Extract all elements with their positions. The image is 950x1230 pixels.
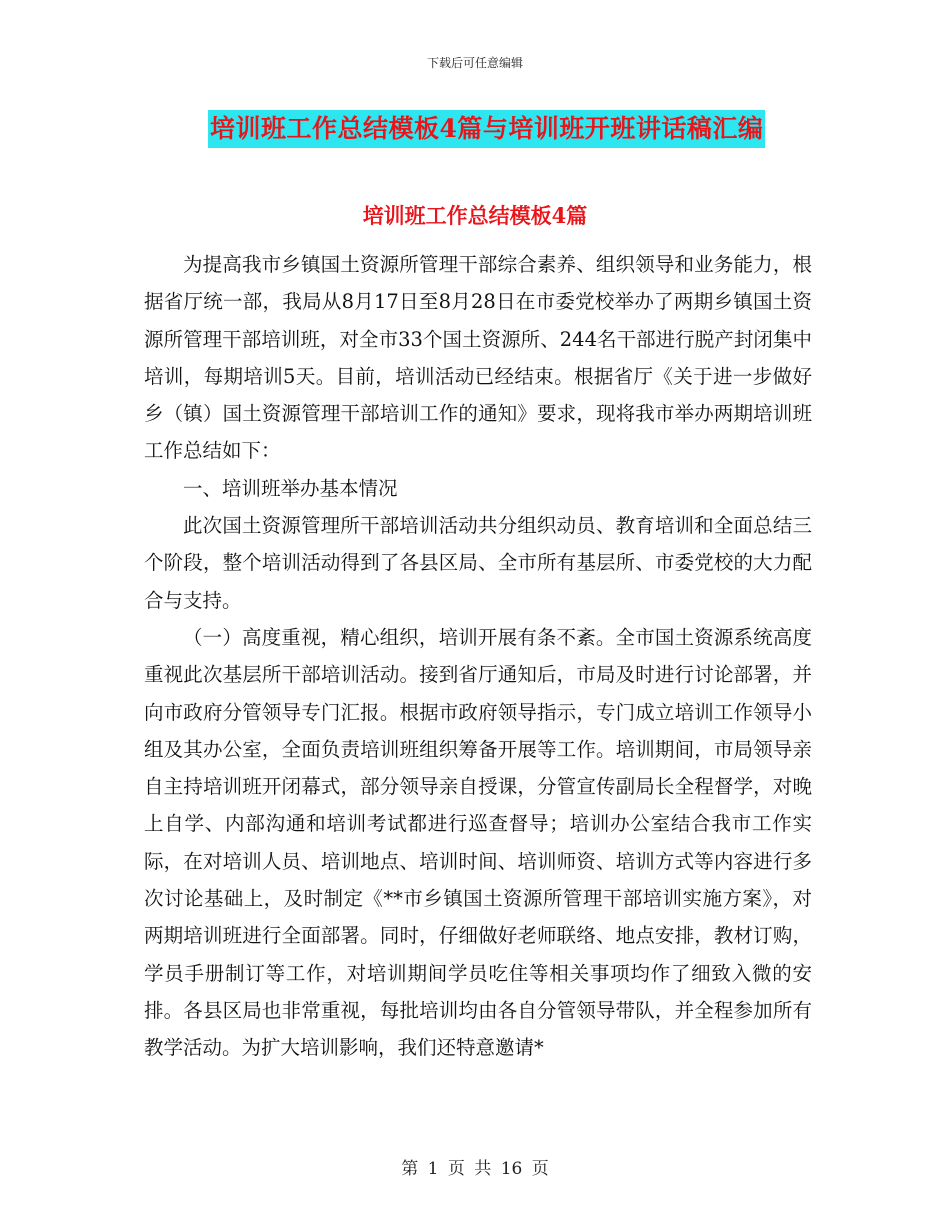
- section-title: 培训班工作总结模板4篇: [362, 203, 588, 228]
- page-footer: 第 1 页 共 16 页: [401, 1159, 549, 1179]
- header-note: 下载后可任意编辑: [426, 56, 523, 70]
- document-body: [144, 246, 812, 1067]
- paragraph-intro: 为提高我市乡镇国土资源所管理干部综合素养、组织领导和业务能力，根据省厅统一部，我局从8月17日至8月28日在市委党校举办了两期乡镇国土资源所管理干部培训班，对全市33个国土资源所、244名干部进行脱产封闭集中培训，每期培训5天。目前，培训活动已经结束。根据省厅《关于进一步做好乡（镇）国土资源管理干部培训工作的通知》要求，现将我市举办两期培训班工作总结如下：: [144, 253, 812, 463]
- paragraph-organization: （一）高度重视，精心组织，培训开展有条不紊。全市国土资源系统高度重视此次基层所干部培训活动。接到省厅通知后，市局及时进行讨论部署，并向市政府分管领导专门汇报。根据市政府领导指示，专门成立培训工作领导小组及其办公室，全面负责培训班组织筹备开展等工作。培训期间，市局领导亲自主持培训班开闭幕式，部分领导亲自授课，分管宣传副局长全程督学，对晚上自学、内部沟通和培训考试都进行巡查督导；培训办公室结合我市工作实际，在对培训人员、培训地点、培训时间、培训师资、培训方式等内容进行多次讨论基础上，及时制定《**市乡镇国土资源所管理干部培训实施方案》，对两期培训班进行全面部署。同时，仔细做好老师联络、地点安排，教材订购，学员手册制订等工作，对培训期间学员吃住等相关事项均作了细致入微的安排。各县区局也非常重视，每批培训均由各自分管领导带队，并全程参加所有教学活动。为扩大培训影响，我们还特意邀请*: [144, 625, 812, 1060]
- paragraph-overview: 此次国土资源管理所干部培训活动共分组织动员、教育培训和全面总结三个阶段，整个培训活动得到了各县区局、全市所有基层所、市委党校的大力配合与支持。: [144, 514, 812, 612]
- document-main-title: 培训班工作总结模板4篇与培训班开班讲话稿汇编: [208, 110, 765, 148]
- paragraph-heading-basic-info: 一、培训班举办基本情况: [183, 476, 398, 500]
